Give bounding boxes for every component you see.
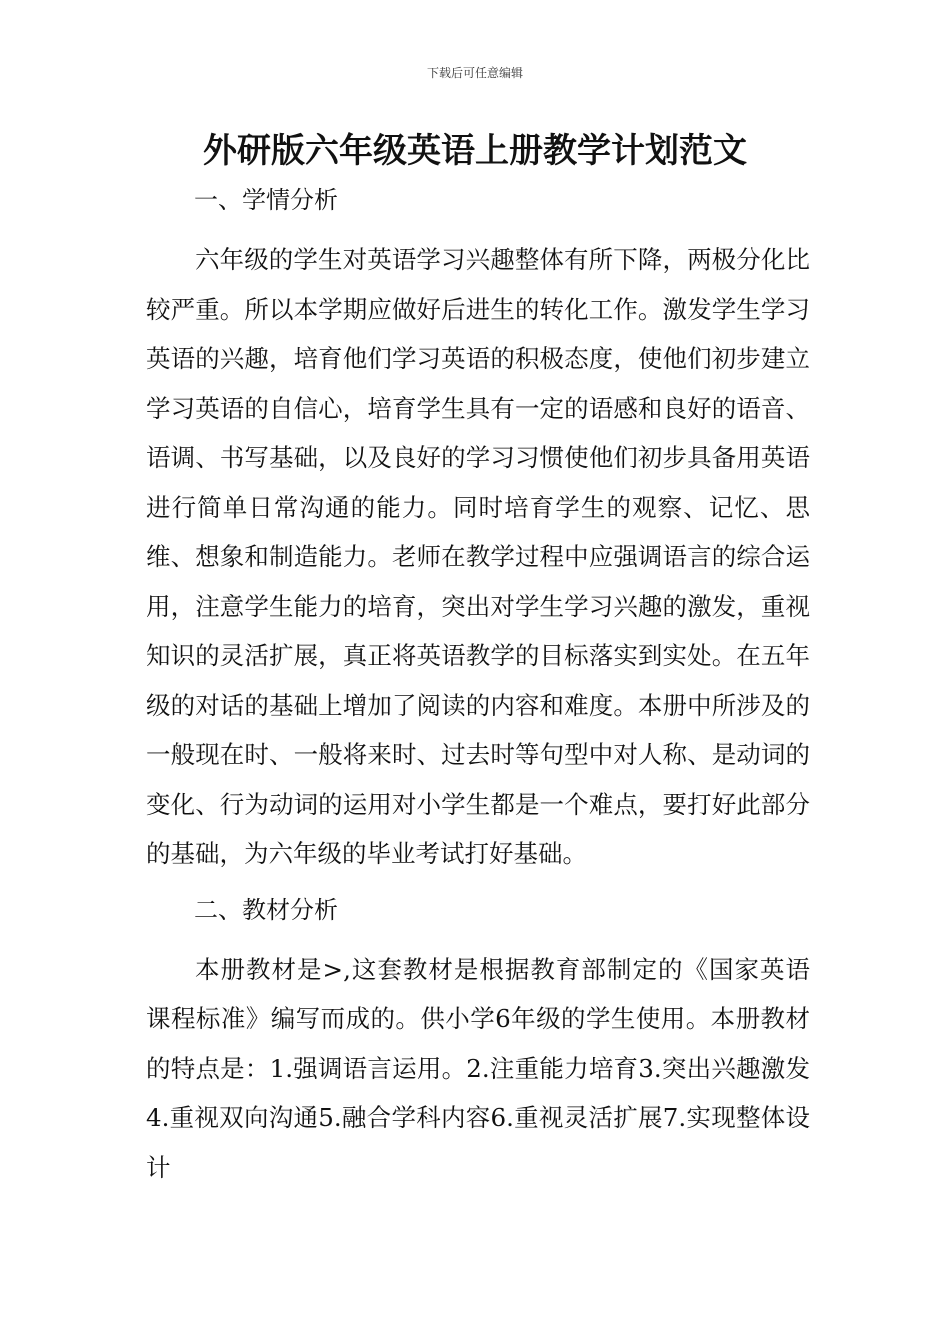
section-heading-textbook-analysis: 二、教材分析 xyxy=(194,895,338,924)
section-paragraph-textbook-analysis: 本册教材是>,这套教材是根据教育部制定的《国家英语课程标准》编写而成的。供小学6年级的学生使用。本册教材的特点是：1.强调语言运用。2.注重能力培育3.突出兴趣激发4.重视双向沟通5.融合学科内容6.重视灵活扩展7.实现整体设计 xyxy=(146,954,810,1182)
page-header-note: 下载后可任意编辑 xyxy=(426,66,523,80)
section-paragraph-learning-analysis: 六年级的学生对英语学习兴趣整体有所下降，两极分化比较严重。所以本学期应做好后进生的转化工作。激发学生学习英语的兴趣，培育他们学习英语的积极态度，使他们初步建立学习英语的自信心，培育学生具有一定的语感和良好的语音、语调、书写基础，以及良好的学习习惯使他们初步具备用英语进行简单日常沟通的能力。同时培育学生的观察、记忆、思维、想象和制造能力。老师在教学过程中应强调语言的综合运用，注意学生能力的培育，突出对学生学习兴趣的激发，重视知识的灵活扩展，真正将英语教学的目标落实到实处。在五年级的对话的基础上增加了阅读的内容和难度。本册中所涉及的一般现在时、一般将来时、过去时等句型中对人称、是动词的变化、行为动词的运用对小学生都是一个难点，要打好此部分的基础，为六年级的毕业考试打好基础。 xyxy=(146,245,810,868)
section-heading-learning-analysis: 一、学情分析 xyxy=(194,186,338,214)
document-body xyxy=(146,178,810,1192)
document-title: 外研版六年级英语上册教学计划范文 xyxy=(203,131,747,171)
